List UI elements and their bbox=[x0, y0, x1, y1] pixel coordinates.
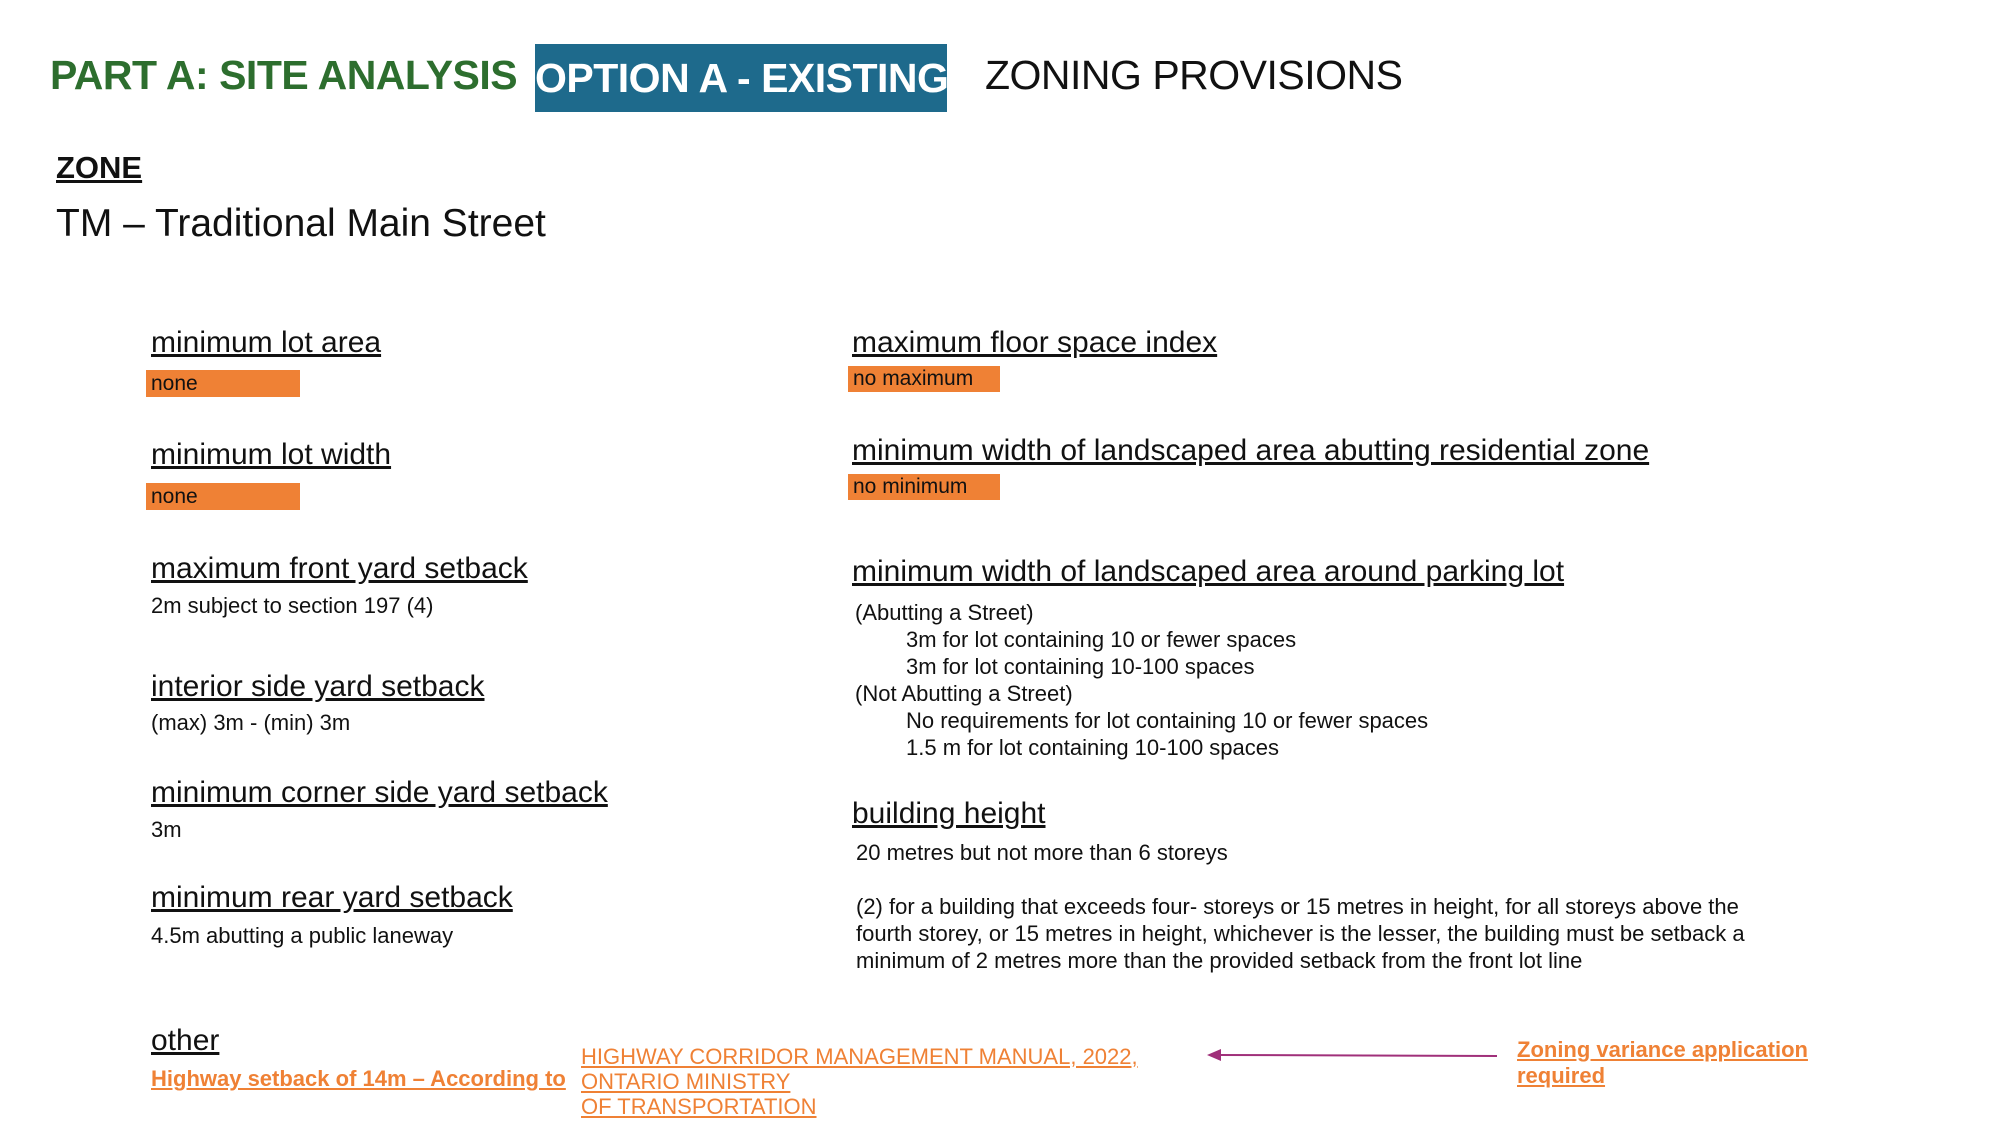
parking-line-not-abutting-100: 1.5 m for lot containing 10-100 spaces bbox=[906, 735, 1280, 760]
landscape-residential-label: minimum width of landscaped area abutting residential zone bbox=[852, 434, 1650, 467]
variance-note-line-2: required bbox=[1517, 1063, 1606, 1088]
building-height-label: building height bbox=[852, 797, 1046, 830]
building-height-note-3: minimum of 2 metres more than the provided setback from the front lot line bbox=[856, 948, 1583, 973]
parking-line-abutting-10: 3m for lot containing 10 or fewer spaces bbox=[906, 627, 1297, 652]
corner-side-yard-label: minimum corner side yard setback bbox=[151, 776, 608, 809]
other-label: other bbox=[151, 1024, 220, 1057]
fsi-label: maximum floor space index bbox=[852, 326, 1218, 359]
min-lot-area-value: none bbox=[146, 370, 300, 397]
zone-heading: ZONE bbox=[56, 150, 143, 185]
arrow-icon bbox=[1205, 1045, 1505, 1065]
parking-line-not-abutting-10: No requirements for lot containing 10 or fewer spaces bbox=[906, 708, 1429, 733]
min-lot-area-label: minimum lot area bbox=[151, 326, 382, 359]
corner-side-yard-value: 3m bbox=[151, 817, 182, 842]
building-height-note-2: fourth storey, or 15 metres in height, whichever is the lesser, the building must be setback a bbox=[856, 921, 1745, 946]
max-front-yard-label: maximum front yard setback bbox=[151, 552, 528, 585]
section-title: ZONING PROVISIONS bbox=[985, 52, 1403, 98]
reference-link-line-3[interactable]: OF TRANSPORTATION bbox=[581, 1094, 817, 1119]
min-lot-width-label: minimum lot width bbox=[151, 438, 392, 471]
interior-side-yard-label: interior side yard setback bbox=[151, 670, 485, 703]
interior-side-yard-value: (max) 3m - (min) 3m bbox=[151, 710, 351, 735]
zone-name: TM – Traditional Main Street bbox=[56, 202, 546, 245]
highway-setback-text: Highway setback of 14m – According to bbox=[151, 1066, 566, 1091]
landscape-parking-label: minimum width of landscaped area around parking lot bbox=[852, 555, 1565, 588]
rear-yard-value: 4.5m abutting a public laneway bbox=[151, 923, 454, 948]
part-title: PART A: SITE ANALYSIS bbox=[50, 52, 518, 98]
reference-link-line-1[interactable]: HIGHWAY CORRIDOR MANAGEMENT MANUAL, 2022, bbox=[581, 1044, 1138, 1069]
variance-note-line-1: Zoning variance application bbox=[1517, 1037, 1808, 1062]
rear-yard-label: minimum rear yard setback bbox=[151, 881, 513, 914]
min-lot-width-value: none bbox=[146, 483, 300, 510]
parking-line-abutting: (Abutting a Street) bbox=[855, 600, 1034, 625]
parking-line-abutting-100: 3m for lot containing 10-100 spaces bbox=[906, 654, 1255, 679]
building-height-note-1: (2) for a building that exceeds four- storeys or 15 metres in height, for all storeys above the bbox=[856, 894, 1739, 919]
max-front-yard-value: 2m subject to section 197 (4) bbox=[151, 593, 434, 618]
building-height-value: 20 metres but not more than 6 storeys bbox=[856, 840, 1228, 865]
reference-link-line-2[interactable]: ONTARIO MINISTRY bbox=[581, 1069, 791, 1094]
landscape-residential-value: no minimum bbox=[848, 474, 1000, 500]
fsi-value: no maximum bbox=[848, 366, 1000, 392]
option-badge: OPTION A - EXISTING bbox=[535, 44, 947, 112]
parking-line-not-abutting: (Not Abutting a Street) bbox=[855, 681, 1073, 706]
